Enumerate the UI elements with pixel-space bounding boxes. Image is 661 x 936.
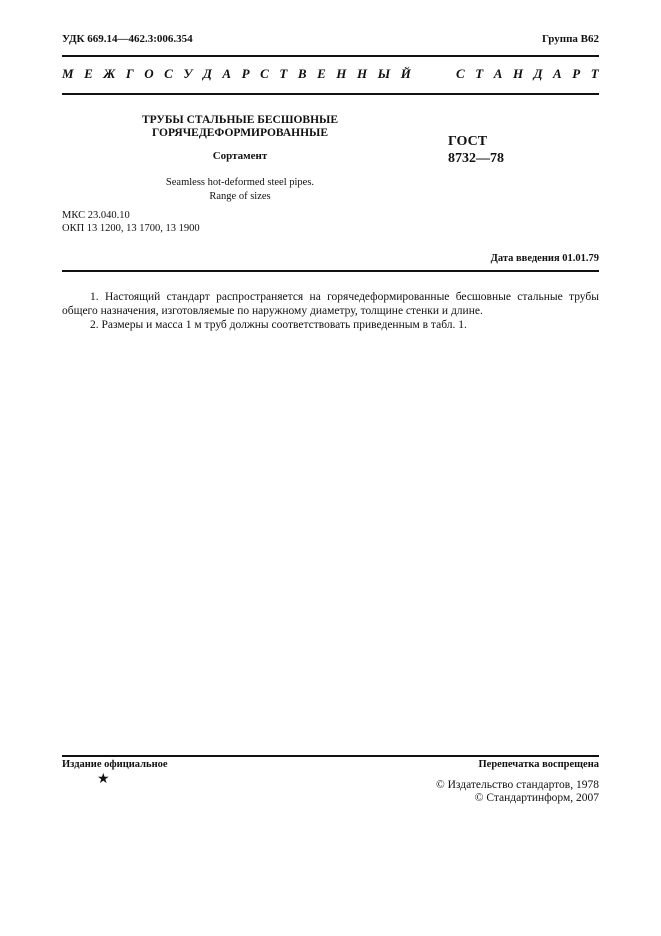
banner-letter: Д: [533, 66, 543, 81]
effective-date-value: 01.01.79: [562, 253, 599, 264]
banner-letter: С: [164, 66, 173, 81]
okp-code: ОКП 13 1200, 13 1700, 13 1900: [62, 223, 200, 234]
interstate-standard-banner: [62, 66, 599, 82]
effective-date: [491, 253, 599, 264]
banner-letter: Ы: [377, 66, 391, 81]
banner-letter: Т: [279, 66, 288, 81]
mks-code: МКС 23.040.10: [62, 210, 130, 221]
footer-rule: [62, 755, 599, 757]
english-title-line-2: Range of sizes: [209, 191, 271, 202]
effective-date-label: Дата введения: [490, 253, 560, 264]
official-edition-label: Издание официальное: [62, 759, 168, 770]
copyright-line-1: © Издательство стандартов, 1978: [435, 779, 599, 791]
classification-codes: [62, 209, 200, 235]
banner-letter: Н: [512, 66, 524, 81]
banner-letter: А: [222, 66, 232, 81]
banner-letter: С: [456, 66, 465, 81]
banner-letter: Д: [202, 66, 212, 81]
banner-letter: Г: [125, 66, 134, 81]
banner-letter: Р: [572, 66, 581, 81]
document-body: [62, 290, 599, 332]
banner-letter: Т: [590, 66, 599, 81]
banner-letter: Н: [336, 66, 347, 81]
gost-designation: [448, 133, 504, 167]
top-rule: [62, 55, 599, 57]
english-title-line-1: Seamless hot-deformed steel pipes.: [165, 177, 315, 188]
udk-code: УДК 669.14—462.3:006.354: [62, 33, 193, 45]
banner-letter: Й: [400, 66, 411, 81]
banner-letter: Н: [356, 66, 368, 81]
copyright-block: [436, 779, 599, 805]
banner-letter: А: [553, 66, 562, 81]
banner-letter: У: [183, 66, 193, 81]
banner-letter: Е: [84, 66, 93, 81]
banner-letter: В: [297, 66, 307, 81]
banner-letter: Т: [475, 66, 484, 81]
banner-letter: Р: [241, 66, 250, 81]
gost-number: 8732—78: [448, 151, 504, 166]
document-title: [120, 114, 360, 140]
banner-letter: Е: [317, 66, 326, 81]
banner-letter: Ж: [103, 66, 116, 81]
reprint-prohibited-label: Перепечатка воспрещена: [478, 759, 599, 770]
group-code: Группа В62: [541, 33, 599, 45]
banner-letter: О: [144, 66, 154, 81]
banner-letter: М: [62, 66, 74, 81]
copyright-line-2: © Стандартинформ, 2007: [474, 792, 599, 804]
paragraph-1: 1. Настоящий стандарт распространяется на горячедеформированные бесшовные стальные трубы общего назначения, изготовляемые по наружному диаметру, толщине стенки и длине.: [62, 291, 599, 317]
banner-letter: А: [493, 66, 503, 81]
banner-letter: С: [260, 66, 269, 81]
paragraph-2: 2. Размеры и масса 1 м труб должны соответствовать приведенным в табл. 1.: [90, 319, 467, 331]
title-line-2: ГОРЯЧЕДЕФОРМИРОВАННЫЕ: [152, 127, 328, 139]
english-title: [120, 176, 360, 204]
star-icon: ★: [97, 772, 110, 787]
banner-rule: [62, 93, 599, 95]
gost-label: ГОСТ: [448, 134, 488, 149]
document-subtitle: Сортамент: [212, 150, 268, 162]
date-rule: [62, 270, 599, 272]
title-line-1: ТРУБЫ СТАЛЬНЫЕ БЕСШОВНЫЕ: [141, 114, 338, 126]
